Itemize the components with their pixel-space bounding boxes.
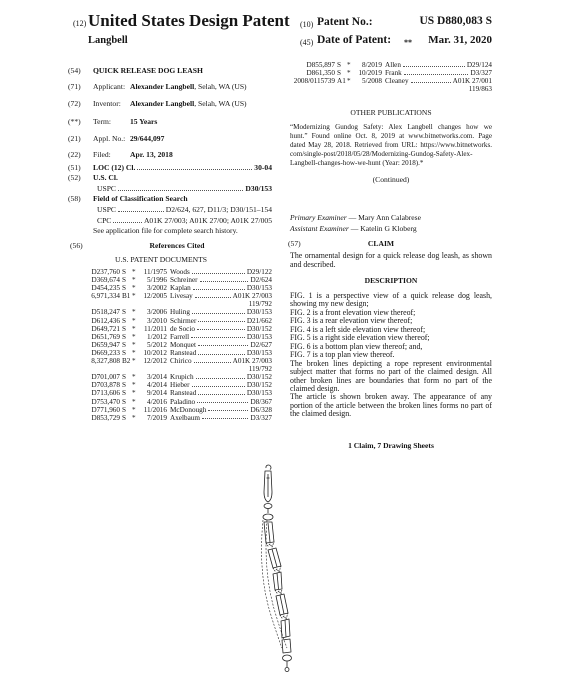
reference-name: Monquet (170, 340, 196, 349)
dot-leader (113, 222, 142, 223)
reference-row (68, 317, 272, 325)
reference-kind: S (122, 340, 126, 349)
assistant-examiner (290, 224, 417, 233)
inid-code: (51) (68, 163, 81, 172)
date-label: Date of Patent: (317, 34, 392, 46)
field-label: Applicant: (93, 82, 126, 91)
reference-classification: D3/327 (470, 69, 492, 78)
reference-row (68, 414, 272, 422)
publication-line: “Modernizing Gundog Safety: Alex Langbell changes how we (290, 123, 492, 131)
primary-examiner-label: Primary Examiner (290, 213, 347, 222)
strap (264, 522, 290, 638)
dot-leader (411, 82, 451, 83)
reference-name: Kaplan (170, 284, 191, 293)
uspc-value: D30/153 (245, 184, 272, 193)
claims-sheets-summary: 1 Claim, 7 Drawing Sheets (348, 441, 434, 450)
reference-number: D649,721 (91, 324, 120, 333)
search-uspc-value: D2/624, 627, D11/3; D30/151–154 (165, 205, 272, 214)
reference-number: D701,007 (91, 373, 120, 382)
inventor-location: , Selah, WA (US) (194, 99, 247, 108)
reference-flag: * (347, 77, 351, 86)
snap-hook (264, 465, 272, 502)
inid-code: (71) (68, 82, 81, 91)
reference-classification: D30/153 (246, 284, 272, 293)
references-list-right (290, 61, 492, 93)
reference-number: D651,769 (91, 332, 120, 341)
reference-row (68, 308, 272, 316)
reference-date: 5/2008 (362, 77, 382, 86)
us-patent-documents-heading: U.S. PATENT DOCUMENTS (115, 255, 207, 264)
reference-kind: S (122, 284, 126, 293)
patent-no-label: Patent No.: (317, 16, 373, 28)
dot-leader (202, 418, 248, 419)
reference-kind: S (122, 397, 126, 406)
inid-code: (72) (68, 99, 81, 108)
reference-classification: D29/122 (246, 268, 272, 276)
reference-kind: S (122, 348, 126, 357)
claim-text: The ornamental design for a quick release dog leash, as shown and described. (290, 251, 492, 269)
reference-classification: D30/152 (246, 381, 272, 390)
reference-name: Cleaney (385, 77, 409, 86)
reference-date: 7/2019 (147, 413, 167, 422)
reference-flag: * (132, 397, 136, 406)
uspc-label: USPC (97, 184, 116, 193)
reference-name: Woods (170, 268, 190, 276)
description-paragraph: The article is shown broken away. The appearance of any portion of the article between the broken lines forms no part of the claimed design. (290, 392, 492, 419)
reference-name: Krupich (170, 373, 194, 382)
dot-leader (198, 394, 244, 395)
assistant-examiner-label: Assistant Examiner (290, 224, 349, 233)
reference-kind: S (122, 332, 126, 341)
reference-kind: S (122, 324, 126, 333)
reference-row (68, 276, 272, 284)
reference-row (68, 341, 272, 349)
reference-kind: S (122, 316, 126, 325)
reference-name: Axelbaum (170, 413, 200, 422)
publication-line: com/single-post/2018/05/28/Modernizing-Gundog-Safety-Alex- (290, 150, 473, 158)
inid-code: (58) (68, 194, 81, 203)
reference-date: 11/1975 (143, 268, 167, 276)
reference-row (68, 381, 272, 389)
reference-name: Farrell (170, 332, 190, 341)
reference-name: Chirico (170, 357, 192, 366)
description-paragraph: FIG. 1 is a perspective view of a quick release dog leash, showing my new design; (290, 291, 492, 309)
reference-number: D669,233 (91, 348, 120, 357)
description-paragraph: FIG. 2 is a front elevation view thereof; (290, 307, 416, 317)
reference-kind: S (337, 69, 341, 78)
search-cpc-value: A01K 27/003; A01K 27/00; A01K 27/005 (143, 216, 272, 225)
publication-line: dated May 28, 2018. Retrieved from URL: https://www.bitnetworks. (290, 141, 492, 149)
reference-name: Schirmer (170, 316, 197, 325)
reference-classification: D30/153 (246, 308, 272, 317)
publication-line: hunt.” Found online Oct. 8, 2019 at www.bitnetworks.com. Page (290, 132, 492, 140)
reference-classification: D21/662 (246, 316, 272, 325)
applicant-location: , Selah, WA (US) (194, 82, 247, 91)
primary-examiner (290, 213, 421, 222)
reference-classification: D30/152 (246, 324, 272, 333)
reference-flag: * (132, 389, 136, 398)
reference-number: D237,760 (91, 268, 120, 276)
inid-code: (**) (68, 117, 81, 126)
date-mark: ** (404, 38, 412, 47)
patent-number: US D880,083 S (419, 15, 492, 27)
document-title: United States Design Patent (88, 11, 290, 30)
search-note (68, 226, 272, 235)
reference-kind: A1 (337, 77, 346, 86)
reference-flag: * (132, 405, 136, 414)
field-label: Filed: (93, 150, 111, 159)
reference-name: Paladino (170, 397, 196, 406)
reference-name: Ranstead (170, 389, 197, 398)
search-uspc-field (68, 205, 272, 214)
term-value: 15 Years (130, 117, 158, 126)
reference-row-continuation (68, 365, 272, 373)
description-paragraph: FIG. 4 is a left side elevation view thereof; (290, 324, 426, 334)
reference-row (68, 373, 272, 381)
inventor-field (68, 99, 272, 108)
inid-code: (54) (68, 66, 81, 75)
reference-flag: * (132, 332, 136, 341)
reference-row (290, 61, 492, 69)
field-label: Term: (93, 117, 112, 126)
reference-number: D703,878 (91, 381, 120, 390)
swivel-ring (263, 504, 273, 521)
other-publications-heading: OTHER PUBLICATIONS (350, 108, 432, 117)
reference-row (68, 398, 272, 406)
reference-kind: B2 (122, 357, 131, 366)
reference-number: D713,606 (91, 389, 120, 398)
reference-classification-secondary: 119/792 (248, 365, 272, 374)
patent-no-code: (10) (300, 20, 314, 29)
uspc-field (68, 184, 272, 193)
reference-flag: * (132, 348, 136, 357)
reference-kind: S (122, 405, 126, 414)
reference-date: 4/2014 (147, 381, 167, 390)
kind-code: (12) (73, 19, 87, 28)
title-field (68, 66, 272, 75)
description-heading: DESCRIPTION (364, 276, 418, 285)
invention-title: QUICK RELEASE DOG LEASH (93, 66, 203, 75)
reference-date: 10/2019 (358, 69, 382, 78)
dot-leader (208, 410, 248, 411)
reference-name: Ranstead (170, 348, 197, 357)
reference-date: 12/2012 (143, 357, 167, 366)
reference-row (68, 284, 272, 292)
reference-number: D369,674 (91, 276, 120, 285)
field-label: U.S. Cl. (93, 173, 118, 182)
patent-date: Mar. 31, 2020 (428, 34, 492, 46)
applicant-field (68, 82, 272, 91)
dot-leader (191, 337, 245, 338)
reference-row (68, 292, 272, 300)
reference-flag: * (132, 413, 136, 422)
field-label: Field of Classification Search (93, 194, 188, 203)
reference-name: Hieber (170, 381, 190, 390)
dot-leader (118, 211, 164, 212)
reference-date: 11/2016 (143, 405, 167, 414)
reference-date: 3/2006 (147, 308, 167, 317)
reference-date: 11/2011 (143, 324, 167, 333)
assistant-examiner-name: — Katelin G Kloberg (348, 224, 417, 233)
reference-name: de Socio (170, 324, 195, 333)
search-cpc-field (68, 216, 272, 225)
reference-flag: * (132, 373, 136, 382)
applicant-name: Alexander Langbell (130, 82, 195, 91)
reference-date: 5/2012 (147, 340, 167, 349)
reference-name: Frank (385, 69, 402, 78)
inid-code: (56) (70, 241, 83, 250)
dot-leader (404, 74, 469, 75)
reference-kind: S (122, 413, 126, 422)
reference-flag: * (132, 324, 136, 333)
reference-date: 3/2014 (147, 373, 167, 382)
reference-kind: S (122, 268, 126, 276)
date-code: (45) (300, 38, 314, 47)
reference-number: D518,247 (91, 308, 120, 317)
description-paragraph: FIG. 6 is a bottom plan view thereof; and, (290, 341, 423, 351)
reference-number: D612,436 (91, 316, 120, 325)
dot-leader (137, 169, 252, 170)
field-of-search-heading (68, 194, 272, 203)
reference-classification: A01K 27/003 (232, 357, 272, 366)
reference-flag: * (132, 276, 136, 285)
application-number: 29/644,097 (130, 134, 165, 143)
reference-classification: D30/152 (246, 373, 272, 382)
dot-leader (194, 362, 231, 363)
reference-classification: D29/124 (466, 61, 492, 69)
dot-leader (196, 378, 245, 379)
continued-note: (Continued) (372, 175, 410, 184)
reference-name: Huling (170, 308, 190, 317)
references-heading: References Cited (149, 241, 205, 250)
reference-date: 8/2019 (362, 61, 382, 69)
reference-kind: S (122, 308, 126, 317)
loc-class-field (68, 163, 272, 172)
reference-number: 6,971,334 (91, 292, 120, 301)
reference-name: McDonough (170, 405, 207, 414)
inventor-surname: Langbell (88, 35, 128, 46)
reference-classification: D30/153 (246, 389, 272, 398)
reference-number: 8,327,808 (91, 357, 120, 366)
reference-classification-secondary: 119/863 (468, 85, 492, 94)
description-paragraph: The broken lines depicting a rope represent environmental subject matter that forms no part of the claimed design. All other broken lines are boundaries that form no part of the claimed design. (290, 358, 492, 393)
dot-leader (198, 321, 244, 322)
reference-row (68, 325, 272, 333)
reference-flag: * (132, 357, 136, 366)
field-label: Appl. No.: (93, 134, 126, 143)
reference-number: D771,960 (91, 405, 120, 414)
reference-name: Schreiner (170, 276, 198, 285)
reference-classification: D8/367 (250, 397, 272, 406)
reference-kind: S (337, 61, 341, 69)
reference-date: 10/2012 (143, 348, 167, 357)
description-body (290, 292, 492, 419)
filed-date: Apr. 13, 2018 (130, 150, 173, 159)
loc-class-value: 30-04 (254, 163, 272, 172)
reference-classification: D6/328 (250, 405, 272, 414)
reference-kind: S (122, 373, 126, 382)
reference-flag: * (132, 308, 136, 317)
reference-classification: D30/153 (246, 348, 272, 357)
reference-date: 3/2010 (147, 316, 167, 325)
us-class-field (68, 173, 272, 182)
reference-row-continuation (290, 85, 492, 93)
reference-number: 2008/0115739 (293, 77, 335, 86)
reference-row (68, 349, 272, 357)
dot-leader (192, 386, 245, 387)
reference-date: 12/2005 (143, 292, 167, 301)
reference-number: D659,947 (91, 340, 120, 349)
reference-classification: A01K 27/001 (452, 77, 492, 86)
reference-classification: D30/153 (246, 332, 272, 341)
reference-flag: * (132, 340, 136, 349)
reference-number: D861,350 (306, 69, 335, 78)
reference-number: D855,897 (306, 61, 335, 69)
reference-kind: S (122, 381, 126, 390)
inid-code: (22) (68, 150, 81, 159)
description-paragraph: FIG. 3 is a rear elevation view thereof; (290, 316, 413, 326)
publication-line: Langbell-changes-how-we-hunt (Year: 2018).* (290, 159, 424, 167)
reference-flag: * (132, 292, 136, 301)
dot-leader (192, 273, 245, 274)
reference-row (68, 406, 272, 414)
reference-classification: D3/327 (250, 413, 272, 422)
reference-row-continuation (68, 300, 272, 308)
reference-kind: S (122, 389, 126, 398)
dot-leader (118, 190, 243, 191)
reference-row (290, 69, 492, 77)
reference-name: Allen (385, 61, 401, 69)
reference-date: 5/1996 (147, 276, 167, 285)
reference-kind: S (122, 276, 126, 285)
dot-leader (193, 289, 245, 290)
dot-leader (197, 402, 248, 403)
reference-classification: D2/627 (250, 340, 272, 349)
dot-leader (200, 281, 249, 282)
term-field (68, 117, 272, 126)
primary-examiner-name: — Mary Ann Calabrese (346, 213, 421, 222)
handle-clasp (282, 639, 292, 672)
reference-name: Livesay (170, 292, 193, 301)
filed-field (68, 150, 272, 159)
reference-row (68, 389, 272, 397)
dot-leader (403, 66, 465, 67)
reference-number: D753,470 (91, 397, 120, 406)
other-publications (290, 123, 492, 168)
reference-row (68, 357, 272, 365)
reference-row (68, 333, 272, 341)
inid-code: (52) (68, 173, 81, 182)
dot-leader (197, 329, 245, 330)
inid-code: (21) (68, 134, 81, 143)
reference-date: 4/2016 (147, 397, 167, 406)
dot-leader (192, 313, 245, 314)
references-list-left (68, 268, 272, 422)
dot-leader (198, 354, 244, 355)
reference-row (290, 77, 492, 85)
reference-flag: * (347, 61, 351, 69)
application-number-field (68, 134, 272, 143)
uspc-label: USPC (97, 205, 116, 214)
reference-row (68, 268, 272, 276)
reference-flag: * (132, 381, 136, 390)
reference-date: 3/2002 (147, 284, 167, 293)
search-history-note: See application file for complete search history. (93, 226, 238, 235)
reference-flag: * (132, 284, 136, 293)
leash-drawing (240, 462, 320, 674)
reference-flag: * (132, 316, 136, 325)
dot-leader (195, 297, 231, 298)
reference-classification: A01K 27/003 (232, 292, 272, 301)
description-paragraph: FIG. 5 is a right side elevation view thereof; (290, 333, 430, 343)
reference-classification: D2/624 (250, 276, 272, 285)
reference-date: 9/2014 (147, 389, 167, 398)
reference-flag: * (132, 268, 136, 276)
claim-heading: CLAIM (367, 239, 395, 248)
inid-code: (57) (288, 239, 301, 248)
field-label: Inventor: (93, 99, 121, 108)
field-label: LOC (12) Cl. (93, 163, 136, 172)
reference-flag: * (347, 69, 351, 78)
reference-classification-secondary: 119/792 (248, 300, 272, 309)
description-paragraph: FIG. 7 is a top plan view thereof. (290, 350, 395, 360)
cpc-label: CPC (97, 216, 112, 225)
inventor-name: Alexander Langbell (130, 99, 195, 108)
dot-leader (198, 345, 248, 346)
reference-number: D853,729 (91, 413, 120, 422)
reference-kind: B1 (122, 292, 131, 301)
reference-date: 1/2012 (147, 332, 167, 341)
reference-number: D454,235 (91, 284, 120, 293)
